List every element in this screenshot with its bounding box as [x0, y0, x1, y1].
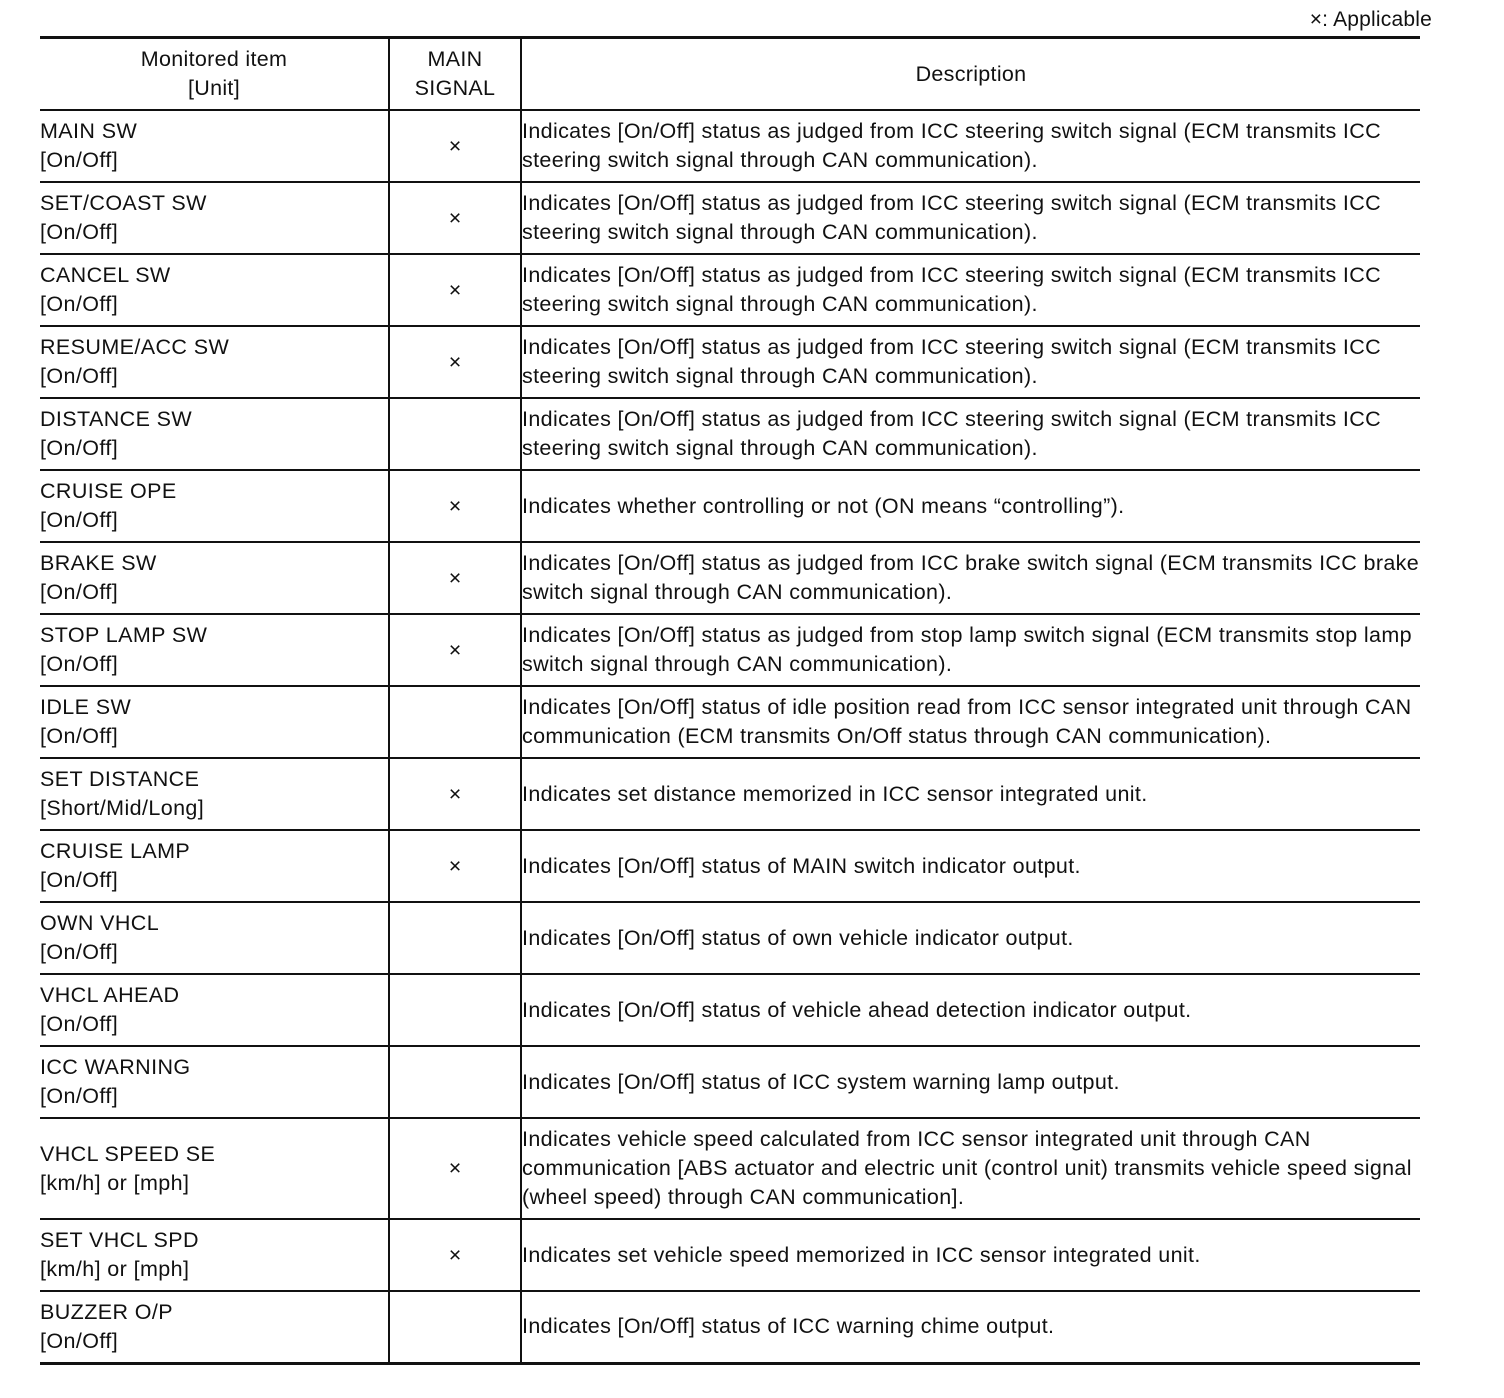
- item-description: Indicates set distance memorized in ICC sensor integrated unit.: [521, 758, 1420, 830]
- monitored-item-cell: [40, 902, 389, 974]
- table-row: [40, 902, 1420, 974]
- monitored-item-cell: [40, 1046, 389, 1118]
- main-signal-mark: [389, 902, 521, 974]
- table-row: [40, 974, 1420, 1046]
- header-description: Description: [521, 38, 1420, 111]
- item-name: SET DISTANCE: [40, 767, 200, 791]
- item-description: Indicates [On/Off] status of vehicle ahead detection indicator output.: [521, 974, 1420, 1046]
- item-unit: [On/Off]: [40, 508, 119, 532]
- item-name: SET/COAST SW: [40, 191, 207, 215]
- item-description: Indicates [On/Off] status of ICC warning chime output.: [521, 1291, 1420, 1363]
- item-unit: [On/Off]: [40, 1012, 119, 1036]
- item-description: Indicates set vehicle speed memorized in ICC sensor integrated unit.: [521, 1219, 1420, 1291]
- item-name: CRUISE LAMP: [40, 839, 191, 863]
- main-signal-mark: ×: [389, 326, 521, 398]
- item-unit: [On/Off]: [40, 220, 119, 244]
- table-row: [40, 470, 1420, 542]
- item-description: Indicates [On/Off] status as judged from ICC steering switch signal (ECM transmits ICC steering switch signal through CAN communication).: [521, 254, 1420, 326]
- item-unit: [On/Off]: [40, 868, 119, 892]
- main-signal-mark: ×: [389, 1219, 521, 1291]
- main-signal-mark: ×: [389, 1118, 521, 1219]
- item-description: Indicates [On/Off] status as judged from ICC steering switch signal (ECM transmits ICC steering switch signal through CAN communication).: [521, 182, 1420, 254]
- table-row: [40, 1046, 1420, 1118]
- monitored-item-cell: [40, 974, 389, 1046]
- item-description: Indicates [On/Off] status of own vehicle indicator output.: [521, 902, 1420, 974]
- item-description: Indicates [On/Off] status as judged from ICC brake switch signal (ECM transmits ICC brake switch signal through CAN communication).: [521, 542, 1420, 614]
- main-signal-mark: [389, 1291, 521, 1363]
- table-row: [40, 542, 1420, 614]
- item-unit: [On/Off]: [40, 364, 119, 388]
- item-name: CRUISE OPE: [40, 479, 177, 503]
- item-name: STOP LAMP SW: [40, 623, 208, 647]
- item-name: VHCL AHEAD: [40, 983, 180, 1007]
- table-row: [40, 1219, 1420, 1291]
- main-signal-mark: [389, 974, 521, 1046]
- item-name: DISTANCE SW: [40, 407, 193, 431]
- header-unit-label: [Unit]: [188, 76, 240, 100]
- item-unit: [km/h] or [mph]: [40, 1257, 190, 1281]
- item-unit: [On/Off]: [40, 148, 119, 172]
- main-signal-mark: ×: [389, 254, 521, 326]
- main-signal-mark: ×: [389, 182, 521, 254]
- item-unit: [On/Off]: [40, 1328, 119, 1353]
- header-monitored-item-label: Monitored item: [140, 47, 288, 71]
- table-row: [40, 686, 1420, 758]
- item-unit: [Short/Mid/Long]: [40, 796, 205, 820]
- table-row: [40, 830, 1420, 902]
- applicable-legend: ×: Applicable: [1309, 8, 1432, 31]
- header-signal-label: SIGNAL: [414, 76, 496, 100]
- header-main-signal: [389, 38, 521, 111]
- main-signal-mark: [389, 1046, 521, 1118]
- monitored-item-cell: [40, 758, 389, 830]
- table-row: [40, 1291, 1420, 1363]
- item-name: IDLE SW: [40, 695, 132, 719]
- item-description: Indicates [On/Off] status as judged from ICC steering switch signal (ECM transmits ICC steering switch signal through CAN communication).: [521, 110, 1420, 182]
- table-row: [40, 758, 1420, 830]
- table-row: [40, 110, 1420, 182]
- item-name: ICC WARNING: [40, 1055, 191, 1079]
- item-description: Indicates [On/Off] status as judged from stop lamp switch signal (ECM transmits stop lamp switch signal through CAN communication).: [521, 614, 1420, 686]
- item-unit: [On/Off]: [40, 292, 119, 316]
- table-row: [40, 182, 1420, 254]
- monitored-item-cell: [40, 254, 389, 326]
- main-signal-mark: ×: [389, 758, 521, 830]
- item-unit: [On/Off]: [40, 580, 119, 604]
- item-description: Indicates [On/Off] status of MAIN switch indicator output.: [521, 830, 1420, 902]
- table-row: [40, 326, 1420, 398]
- item-name: BUZZER O/P: [40, 1299, 174, 1324]
- table-row: [40, 1118, 1420, 1219]
- item-name: BRAKE SW: [40, 551, 157, 575]
- main-signal-mark: [389, 398, 521, 470]
- monitored-item-cell: [40, 1291, 389, 1363]
- main-signal-mark: ×: [389, 542, 521, 614]
- item-name: VHCL SPEED SE: [40, 1141, 216, 1166]
- table-header-row: [40, 38, 1420, 111]
- item-description: Indicates [On/Off] status as judged from ICC steering switch signal (ECM transmits ICC steering switch signal through CAN communication).: [521, 398, 1420, 470]
- monitored-item-cell: [40, 110, 389, 182]
- item-description: Indicates [On/Off] status of ICC system warning lamp output.: [521, 1046, 1420, 1118]
- item-description: Indicates whether controlling or not (ON means “controlling”).: [521, 470, 1420, 542]
- table-row: [40, 254, 1420, 326]
- monitored-item-cell: [40, 686, 389, 758]
- item-unit: [On/Off]: [40, 1084, 119, 1108]
- monitored-item-cell: [40, 398, 389, 470]
- monitored-item-cell: [40, 470, 389, 542]
- monitored-item-cell: [40, 1118, 389, 1219]
- table-row: [40, 398, 1420, 470]
- monitored-item-cell: [40, 614, 389, 686]
- item-name: MAIN SW: [40, 119, 138, 143]
- item-name: CANCEL SW: [40, 263, 171, 287]
- data-monitor-table: [40, 36, 1420, 1365]
- monitored-item-cell: [40, 542, 389, 614]
- main-signal-mark: ×: [389, 110, 521, 182]
- monitored-item-cell: [40, 182, 389, 254]
- main-signal-mark: ×: [389, 830, 521, 902]
- item-unit: [On/Off]: [40, 652, 119, 676]
- table-row: [40, 614, 1420, 686]
- header-main-label: MAIN: [427, 47, 483, 71]
- item-description: Indicates vehicle speed calculated from ICC sensor integrated unit through CAN communication [ABS actuator and electric unit (control unit) transmits vehicle speed signal (wheel speed) through CAN communication].: [521, 1118, 1420, 1219]
- item-name: SET VHCL SPD: [40, 1228, 199, 1252]
- main-signal-mark: [389, 686, 521, 758]
- main-signal-mark: ×: [389, 470, 521, 542]
- item-name: OWN VHCL: [40, 911, 160, 935]
- item-unit: [On/Off]: [40, 436, 119, 460]
- monitored-item-cell: [40, 1219, 389, 1291]
- header-monitored-item: [40, 38, 389, 111]
- item-name: RESUME/ACC SW: [40, 335, 230, 359]
- item-unit: [On/Off]: [40, 724, 119, 748]
- item-description: Indicates [On/Off] status as judged from ICC steering switch signal (ECM transmits ICC steering switch signal through CAN communication).: [521, 326, 1420, 398]
- main-signal-mark: ×: [389, 614, 521, 686]
- monitored-item-cell: [40, 326, 389, 398]
- item-description: Indicates [On/Off] status of idle position read from ICC sensor integrated unit through CAN communication (ECM transmits On/Off status through CAN communication).: [521, 686, 1420, 758]
- monitored-item-cell: [40, 830, 389, 902]
- item-unit: [km/h] or [mph]: [40, 1170, 190, 1195]
- item-unit: [On/Off]: [40, 940, 119, 964]
